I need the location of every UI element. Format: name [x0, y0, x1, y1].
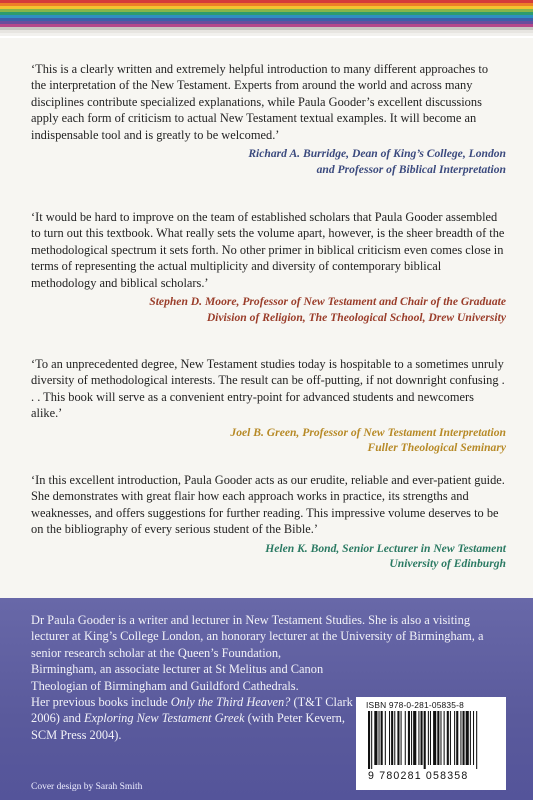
rainbow-stripe-band: [0, 0, 533, 38]
book-title: Only the Third Heaven?: [170, 695, 291, 710]
barcode-image: [368, 711, 496, 769]
barcode-bar: [418, 711, 419, 765]
quote-attribution: [31, 425, 506, 457]
barcode-bar: [411, 711, 412, 765]
endorsement-quote: [31, 356, 506, 456]
endorsement-quote: [31, 61, 506, 178]
barcode-bar: [368, 711, 370, 769]
barcode-bar: [391, 711, 393, 765]
bio-text: Her previous books include: [31, 695, 171, 710]
attribution-line: University of Edinburgh: [389, 557, 506, 571]
stripe: [0, 33, 533, 36]
barcode-bar: [437, 711, 439, 765]
barcode-bar: [430, 711, 431, 765]
barcode-bar: [394, 711, 395, 765]
bio-text: (with Peter Kevern, SCM Press 2004).: [31, 711, 345, 742]
barcode-bar: [421, 711, 423, 765]
barcode-bar: [413, 711, 416, 765]
barcode-bar: [428, 711, 429, 765]
bio-text: Dr Paula Gooder is a writer and lecturer in New Testament Studies. She is also a visiting lecturer at King’s College London, an honorary lecturer at the University of Birmingham, a senior research scholar at the Queen’s Foundation,: [31, 613, 484, 660]
bio-text: (T&T Clark 2006) and: [31, 695, 353, 726]
quote-text: ‘To an unprecedented degree, New Testament studies today is hospitable to a sometimes unruly diversity of methodological interests. The result can be off-putting, if not downright confusing . . . This book will serve as a convenient entry-point for advanced students and newcomers alike.’: [31, 357, 505, 421]
attribution-line: Richard A. Burridge, Dean of King’s College, London: [248, 147, 506, 161]
quote-text: ‘This is a clearly written and extremely helpful introduction to many different approaches to the interpretation of the New Testament. Experts from around the world and across many disciplines contribute specialized explanations, while Paula Gooder’s excellent discussions apply each form of criticism to actual New Testament textual examples. It will become an indispensable tool and is greatly to be welcomed.’: [31, 62, 489, 142]
cover-design-credit: Cover design by Sarah Smith: [31, 782, 143, 792]
barcode-bar: [454, 711, 455, 765]
bio-text: Birmingham, an associate lecturer at St Melitus and Canon Theologian of Birmingham and Guildford Cathedrals.: [31, 662, 324, 693]
barcode-bar: [397, 711, 399, 765]
endorsement-quote: [31, 209, 506, 326]
barcode-bar: [450, 711, 451, 765]
quote-attribution: [31, 146, 506, 178]
barcode-bar: [424, 711, 426, 769]
attribution-line: Division of Religion, The Theological School, Drew University: [206, 310, 506, 324]
barcode-bar: [456, 711, 458, 765]
quote-text: ‘In this excellent introduction, Paula Gooder acts as our erudite, reliable and ever-patient guide. She demonstrates with great flair how each approach works in practice, its strengths and weaknesses, and offers suggestions for further reading. This impressive volume deserves to be on the bibliography of every serious student of the Bible.’: [31, 473, 505, 537]
barcode-bar: [405, 711, 406, 765]
barcode-bar: [381, 711, 383, 765]
barcode-bar: [447, 711, 449, 765]
endorsement-quote: [31, 472, 506, 572]
barcode-bar: [444, 711, 445, 765]
barcode-bar: [401, 711, 402, 765]
barcode-bar: [463, 711, 465, 765]
attribution-line: Joel B. Green, Professor of New Testament Interpretation: [230, 425, 506, 439]
barcode-bar: [371, 711, 372, 769]
barcode-bar: [385, 711, 386, 765]
quote-attribution: [31, 294, 506, 326]
barcode-bar: [408, 711, 410, 765]
barcode-bar: [476, 711, 477, 769]
barcode-block: [356, 697, 506, 790]
attribution-line: Stephen D. Moore, Professor of New Testament and Chair of the Graduate: [149, 295, 506, 309]
barcode-bar: [440, 711, 441, 765]
barcode-bar: [379, 711, 380, 765]
barcode-bar: [433, 711, 436, 765]
quote-attribution: [31, 541, 506, 573]
book-title: Exploring New Testament Greek: [84, 711, 245, 726]
barcode-bar: [473, 711, 474, 765]
bio-text-narrow: [31, 661, 363, 743]
barcode-bar: [460, 711, 461, 765]
barcode-bar: [374, 711, 377, 765]
quote-text: ‘It would be hard to improve on the team of established scholars that Paula Gooder assembled to turn out this textbook. What really sets the volume apart, however, is the sheer breadth of the methodological spectrum it sets forth. No other primer in biblical criticism even comes close in terms of representing the actual multiplicity and diversity of contemporary biblical methodology and biblical scholars.’: [31, 210, 505, 290]
barcode-bar: [389, 711, 390, 765]
attribution-line: Fuller Theological Seminary: [367, 441, 506, 455]
attribution-line: Helen K. Bond, Senior Lecturer in New Testament: [265, 541, 506, 555]
barcode-bar: [470, 711, 471, 765]
barcode-bar: [466, 711, 469, 765]
barcode-number: 9 780281 058358: [368, 770, 469, 782]
attribution-line: and Professor of Biblical Interpretation: [316, 162, 506, 176]
isbn-label: ISBN 978-0-281-05835-8: [366, 700, 464, 710]
